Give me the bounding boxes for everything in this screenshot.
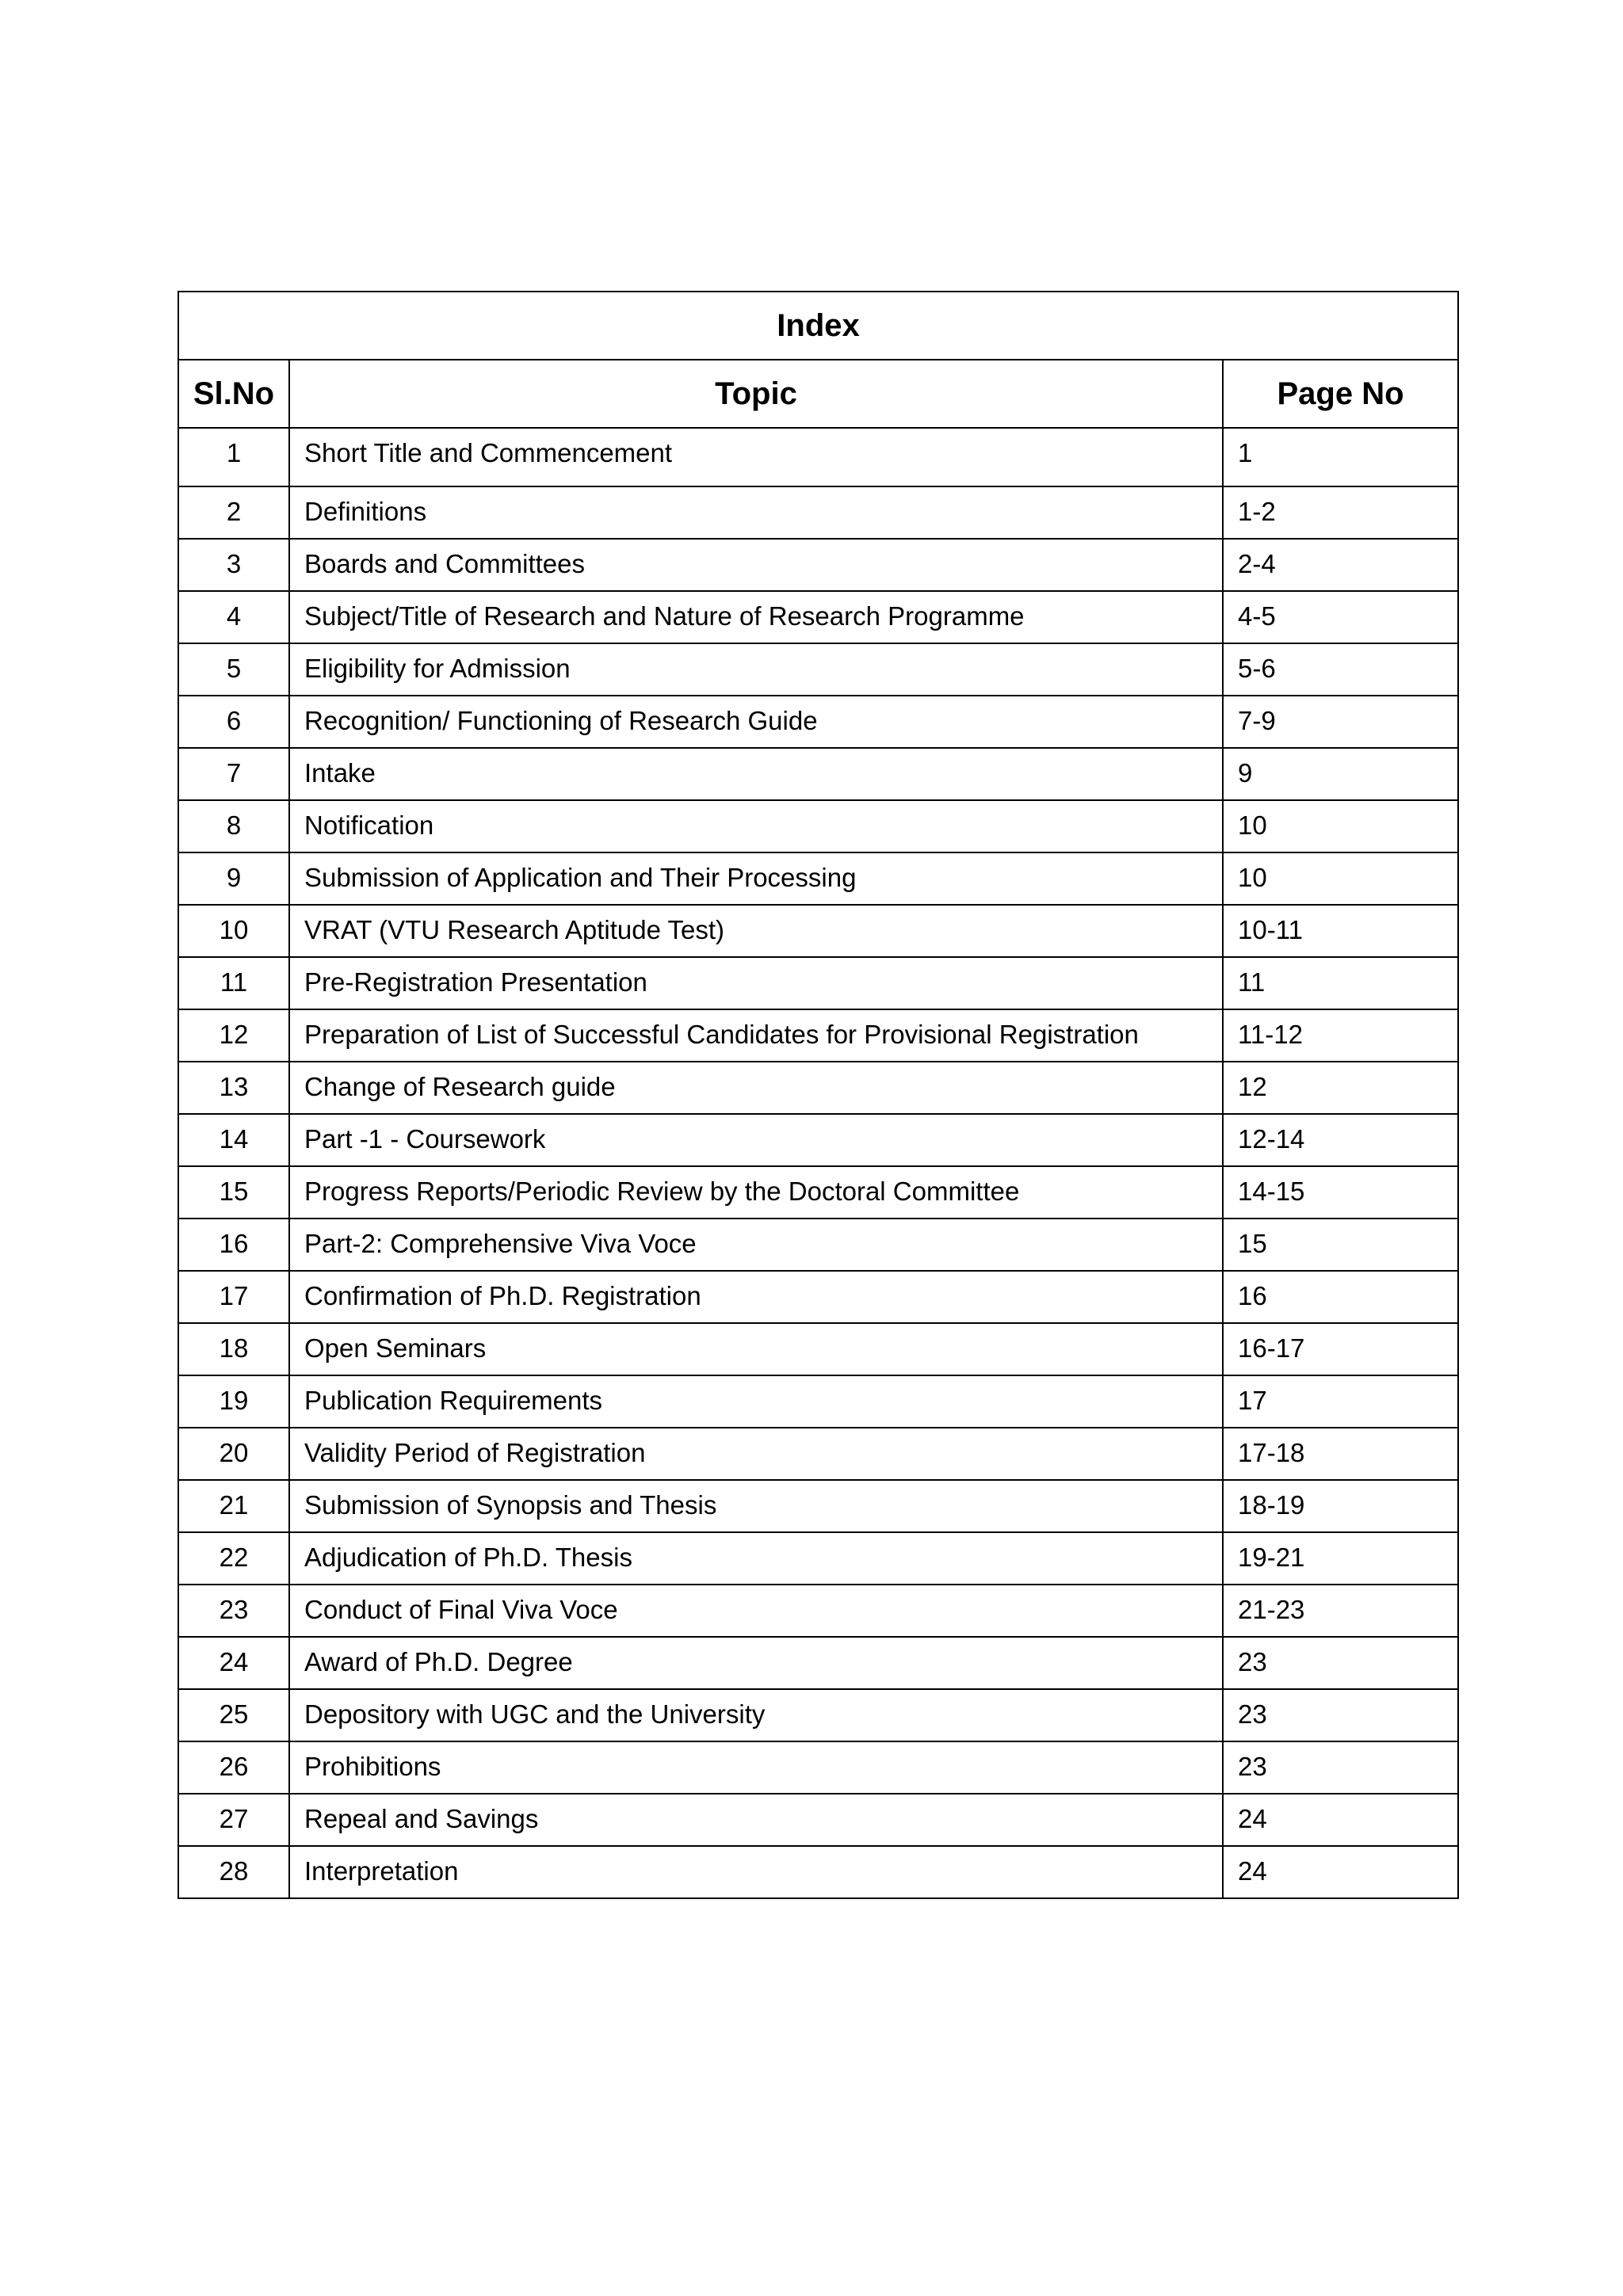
row-page-no: 10 (1223, 852, 1458, 905)
row-sl-no: 26 (178, 1741, 289, 1794)
row-page-no: 23 (1223, 1637, 1458, 1689)
row-topic: Part -1 - Coursework (289, 1114, 1223, 1166)
row-sl-no: 20 (178, 1428, 289, 1480)
table-row (178, 1846, 1458, 1898)
table-row (178, 1689, 1458, 1741)
table-row (178, 486, 1458, 539)
table-row (178, 957, 1458, 1009)
row-page-no: 24 (1223, 1846, 1458, 1898)
table-row (178, 1637, 1458, 1689)
row-sl-no: 11 (178, 957, 289, 1009)
table-row (178, 539, 1458, 591)
table-row (178, 1271, 1458, 1323)
row-topic: Eligibility for Admission (289, 643, 1223, 696)
table-row (178, 1794, 1458, 1846)
row-page-no: 7-9 (1223, 696, 1458, 748)
table-row (178, 1062, 1458, 1114)
table-row (178, 1428, 1458, 1480)
table-row (178, 1532, 1458, 1585)
row-sl-no: 19 (178, 1375, 289, 1428)
row-topic: Repeal and Savings (289, 1794, 1223, 1846)
row-topic: VRAT (VTU Research Aptitude Test) (289, 905, 1223, 957)
row-topic: Award of Ph.D. Degree (289, 1637, 1223, 1689)
row-sl-no: 27 (178, 1794, 289, 1846)
row-topic: Definitions (289, 486, 1223, 539)
row-sl-no: 9 (178, 852, 289, 905)
row-page-no: 23 (1223, 1741, 1458, 1794)
header-page-no: Page No (1223, 360, 1458, 428)
row-topic: Pre-Registration Presentation (289, 957, 1223, 1009)
row-topic: Depository with UGC and the University (289, 1689, 1223, 1741)
table-row (178, 1219, 1458, 1271)
row-page-no: 21-23 (1223, 1585, 1458, 1637)
index-table (178, 291, 1459, 1899)
index-body (178, 428, 1458, 1898)
row-sl-no: 7 (178, 748, 289, 800)
row-sl-no: 12 (178, 1009, 289, 1062)
table-row (178, 1585, 1458, 1637)
table-header-row (178, 360, 1458, 428)
row-sl-no: 13 (178, 1062, 289, 1114)
row-page-no: 24 (1223, 1794, 1458, 1846)
row-page-no: 9 (1223, 748, 1458, 800)
row-sl-no: 25 (178, 1689, 289, 1741)
row-page-no: 15 (1223, 1219, 1458, 1271)
table-row (178, 1166, 1458, 1219)
row-page-no: 19-21 (1223, 1532, 1458, 1585)
row-topic: Part-2: Comprehensive Viva Voce (289, 1219, 1223, 1271)
row-topic: Boards and Committees (289, 539, 1223, 591)
row-page-no: 5-6 (1223, 643, 1458, 696)
table-row (178, 800, 1458, 852)
row-topic: Conduct of Final Viva Voce (289, 1585, 1223, 1637)
row-page-no: 23 (1223, 1689, 1458, 1741)
row-topic: Change of Research guide (289, 1062, 1223, 1114)
row-topic: Progress Reports/Periodic Review by the Doctoral Committee (289, 1166, 1223, 1219)
row-topic: Confirmation of Ph.D. Registration (289, 1271, 1223, 1323)
row-page-no: 17 (1223, 1375, 1458, 1428)
row-page-no: 17-18 (1223, 1428, 1458, 1480)
row-page-no: 11-12 (1223, 1009, 1458, 1062)
row-sl-no: 5 (178, 643, 289, 696)
row-sl-no: 14 (178, 1114, 289, 1166)
row-topic: Submission of Synopsis and Thesis (289, 1480, 1223, 1532)
row-sl-no: 22 (178, 1532, 289, 1585)
row-topic: Publication Requirements (289, 1375, 1223, 1428)
index-title-row (178, 292, 1458, 360)
row-topic: Subject/Title of Research and Nature of Research Programme (289, 591, 1223, 643)
row-page-no: 1-2 (1223, 486, 1458, 539)
table-row (178, 643, 1458, 696)
row-page-no: 18-19 (1223, 1480, 1458, 1532)
table-row (178, 1114, 1458, 1166)
row-topic: Intake (289, 748, 1223, 800)
table-row (178, 1323, 1458, 1375)
row-page-no: 12-14 (1223, 1114, 1458, 1166)
row-page-no: 2-4 (1223, 539, 1458, 591)
row-topic: Recognition/ Functioning of Research Guide (289, 696, 1223, 748)
table-row (178, 696, 1458, 748)
row-sl-no: 8 (178, 800, 289, 852)
row-sl-no: 24 (178, 1637, 289, 1689)
table-row (178, 1480, 1458, 1532)
row-sl-no: 10 (178, 905, 289, 957)
row-topic: Interpretation (289, 1846, 1223, 1898)
row-sl-no: 1 (178, 428, 289, 486)
row-sl-no: 18 (178, 1323, 289, 1375)
row-sl-no: 23 (178, 1585, 289, 1637)
index-title: Index (178, 292, 1458, 360)
table-row (178, 428, 1458, 486)
table-row (178, 905, 1458, 957)
row-page-no: 12 (1223, 1062, 1458, 1114)
row-page-no: 1 (1223, 428, 1458, 486)
row-sl-no: 16 (178, 1219, 289, 1271)
row-sl-no: 2 (178, 486, 289, 539)
table-row (178, 748, 1458, 800)
row-sl-no: 21 (178, 1480, 289, 1532)
row-page-no: 10 (1223, 800, 1458, 852)
row-page-no: 10-11 (1223, 905, 1458, 957)
table-row (178, 1375, 1458, 1428)
row-page-no: 16-17 (1223, 1323, 1458, 1375)
row-topic: Prohibitions (289, 1741, 1223, 1794)
table-row (178, 1009, 1458, 1062)
row-topic: Short Title and Commencement (289, 428, 1223, 486)
row-topic: Adjudication of Ph.D. Thesis (289, 1532, 1223, 1585)
row-topic: Open Seminars (289, 1323, 1223, 1375)
row-topic: Notification (289, 800, 1223, 852)
row-sl-no: 17 (178, 1271, 289, 1323)
row-sl-no: 4 (178, 591, 289, 643)
row-page-no: 11 (1223, 957, 1458, 1009)
row-page-no: 14-15 (1223, 1166, 1458, 1219)
table-row (178, 852, 1458, 905)
row-sl-no: 15 (178, 1166, 289, 1219)
row-page-no: 4-5 (1223, 591, 1458, 643)
table-row (178, 1741, 1458, 1794)
row-topic: Submission of Application and Their Processing (289, 852, 1223, 905)
header-sl-no: Sl.No (178, 360, 289, 428)
row-sl-no: 3 (178, 539, 289, 591)
header-topic: Topic (289, 360, 1223, 428)
row-sl-no: 6 (178, 696, 289, 748)
row-sl-no: 28 (178, 1846, 289, 1898)
row-page-no: 16 (1223, 1271, 1458, 1323)
row-topic: Validity Period of Registration (289, 1428, 1223, 1480)
row-topic: Preparation of List of Successful Candidates for Provisional Registration (289, 1009, 1223, 1062)
table-row (178, 591, 1458, 643)
